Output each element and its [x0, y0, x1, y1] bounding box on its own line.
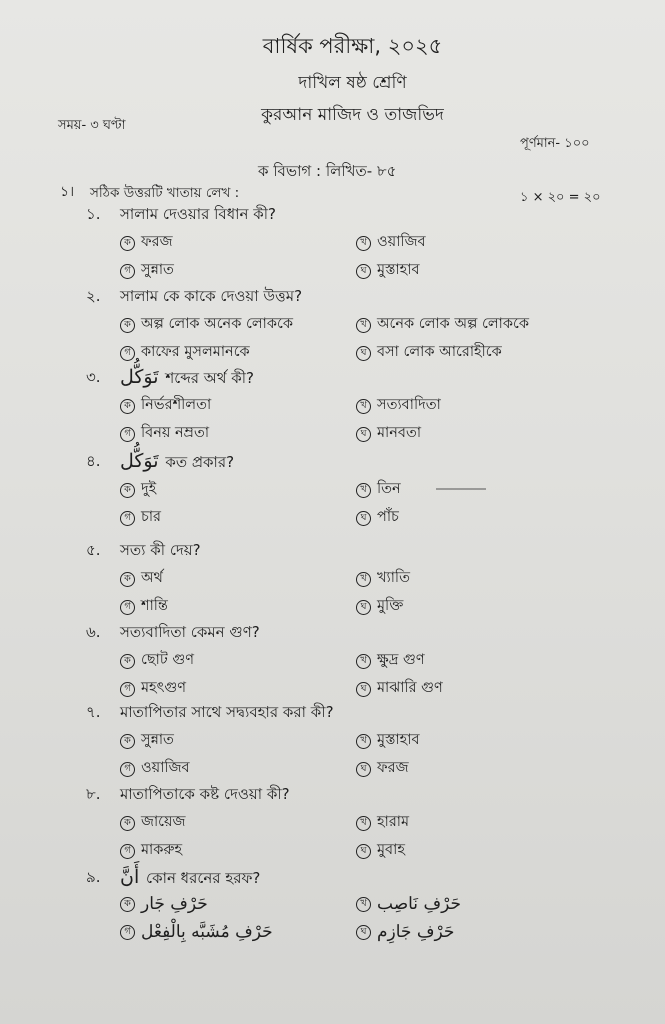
answer-option [120, 422, 209, 446]
question-number: ৫. [86, 541, 101, 559]
class-name: দাখিল ষষ্ঠ শ্রেণি [298, 73, 407, 93]
option-text: মাকরুহ [141, 842, 183, 858]
question-text: মাতাপিতাকে কষ্ট দেওয়া কী? [120, 785, 290, 803]
option-label-circle: ক [120, 572, 135, 587]
question [0, 450, 665, 534]
question [0, 783, 665, 867]
answer-option [356, 394, 441, 418]
answer-option [120, 595, 168, 619]
question [0, 866, 665, 950]
answer-option [356, 478, 401, 502]
option-text: বিনয় নম্রতা [141, 425, 210, 441]
option-text: সুন্নাত [141, 732, 174, 748]
option-label-circle: ঘ [356, 762, 371, 777]
option-label-circle: ঘ [356, 844, 371, 859]
question-text-line [120, 783, 290, 808]
answer-option [120, 677, 186, 701]
question-text-line [120, 366, 254, 392]
question-text: সালাম দেওয়ার বিধান কী? [120, 205, 276, 223]
option-label-circle: গ [120, 600, 135, 615]
option-text: সুন্নাত [141, 262, 174, 278]
answer-option [120, 894, 208, 914]
option-text: অর্থ [141, 570, 163, 586]
option-text: মুক্তি [377, 598, 404, 614]
option-label-circle: গ [120, 762, 135, 777]
option-label-circle: খ [356, 654, 371, 669]
option-label-circle: ক [120, 399, 135, 414]
question-number: ৬. [86, 623, 101, 641]
answer-option [120, 811, 186, 835]
option-text: মুস্তাহাব [377, 732, 420, 748]
option-label-circle: ক [120, 236, 135, 251]
answer-option [356, 231, 426, 255]
answer-option [356, 757, 409, 781]
option-text: حَرْفِ نَاصِب [377, 894, 461, 914]
option-label-circle: ক [120, 483, 135, 498]
answer-option [356, 506, 399, 530]
answer-option [120, 567, 163, 591]
section-heading: ক বিভাগ : লিখিত- ৮৫ [258, 162, 397, 180]
option-text: ফরজ [377, 760, 409, 776]
option-label-circle: গ [120, 346, 135, 361]
instruction-number: ১। [60, 184, 75, 200]
option-label-circle: ক [120, 654, 135, 669]
option-label-circle: খ [356, 483, 371, 498]
option-text: তিন [377, 481, 401, 497]
answer-option [356, 894, 461, 914]
question-text-line [120, 621, 260, 646]
option-text: حَرْفِ جَازِم [377, 922, 455, 942]
option-label-circle: খ [356, 734, 371, 749]
answer-option [356, 811, 409, 835]
option-text: সত্যবাদিতা [377, 397, 441, 413]
question [0, 366, 665, 450]
option-label-circle: গ [120, 427, 135, 442]
question-text: সত্য কী দেয়? [120, 541, 201, 559]
option-text: ওয়াজিব [377, 234, 426, 250]
option-label-circle: ক [120, 318, 135, 333]
answer-option [356, 341, 502, 365]
question-text: কত প্রকার? [165, 453, 235, 471]
option-text: চার [141, 509, 162, 525]
option-text: খ্যাতি [377, 570, 410, 586]
answer-option [356, 313, 529, 337]
answer-option [120, 649, 194, 673]
option-text: মানবতা [377, 425, 422, 441]
answer-option [356, 595, 403, 619]
answer-option [356, 649, 425, 673]
question-text-line [120, 539, 201, 564]
instruction-marks: ১ × ২০ = ২০ [520, 190, 601, 205]
option-label-circle: গ [120, 511, 135, 526]
question [0, 539, 665, 623]
answer-option [120, 839, 182, 863]
question-number: ৩. [86, 368, 101, 386]
question-arabic-word: تَوَكُّل [120, 366, 159, 388]
answer-option [120, 506, 161, 530]
option-label-circle: ঘ [356, 682, 371, 697]
option-text: দুই [141, 481, 157, 497]
question-text-line [120, 701, 334, 726]
option-text: অনেক লোক অল্প লোককে [377, 316, 529, 332]
question-number: ৪. [86, 452, 101, 470]
full-marks: পূর্ণমান- ১০০ [520, 136, 590, 151]
question-text-line [120, 203, 276, 228]
answer-option [120, 757, 190, 781]
subject-name: কুরআন মাজিদ ও তাজভিদ [261, 105, 444, 125]
answer-option [356, 922, 454, 942]
exam-time: সময়- ৩ ঘণ্টা [58, 118, 126, 133]
option-text: কাফের মুসলমানকে [141, 344, 250, 360]
question-text: সত্যবাদিতা কেমন গুণ? [120, 623, 260, 641]
answer-option [120, 478, 156, 502]
option-label-circle: গ [120, 264, 135, 279]
option-text: ওয়াজিব [141, 760, 190, 776]
answer-option [356, 259, 420, 283]
option-text: জায়েজ [141, 814, 186, 830]
option-text: ফরজ [141, 234, 173, 250]
option-text: শান্তি [141, 598, 168, 614]
instruction-text: সঠিক উত্তরটি খাতায় লেখ : [90, 185, 240, 201]
option-label-circle: ঘ [356, 511, 371, 526]
question-number: ৮. [86, 785, 101, 803]
question-number: ৯. [86, 868, 101, 886]
question-text-line [120, 450, 234, 476]
option-label-circle: ঘ [356, 925, 371, 940]
option-text: অল্প লোক অনেক লোককে [141, 316, 293, 332]
option-label-circle: খ [356, 318, 371, 333]
question [0, 621, 665, 705]
question-text-line [120, 866, 260, 892]
option-text: হারাম [377, 814, 410, 830]
option-text: ছোট গুণ [141, 652, 195, 668]
option-text: নির্ভরশীলতা [141, 397, 212, 413]
question-number: ২. [86, 287, 101, 305]
answer-option [356, 839, 405, 863]
question-text: মাতাপিতার সাথে সদ্ব্যবহার করা কী? [120, 703, 334, 721]
answer-option [356, 729, 420, 753]
option-label-circle: ঘ [356, 346, 371, 361]
option-label-circle: গ [120, 925, 135, 940]
answer-option [356, 567, 410, 591]
option-text: حَرْفِ جَار [141, 894, 208, 914]
question-arabic-word: تَوَكُّل [120, 450, 159, 472]
answer-option [120, 259, 174, 283]
option-label-circle: ক [120, 816, 135, 831]
option-text: মাঝারি গুণ [377, 680, 443, 696]
answer-option [120, 394, 211, 418]
question-arabic-word: أَنَّ [120, 866, 140, 888]
question [0, 203, 665, 287]
option-text: মহৎগুণ [141, 680, 187, 696]
answer-option [120, 729, 174, 753]
option-label-circle: খ [356, 399, 371, 414]
question-text: সালাম কে কাকে দেওয়া উত্তম? [120, 287, 303, 305]
option-text: মুবাহ [377, 842, 405, 858]
answer-option [356, 677, 443, 701]
answer-option [120, 341, 250, 365]
question-number: ৭. [86, 703, 101, 721]
option-label-circle: ঘ [356, 427, 371, 442]
option-label-circle: খ [356, 816, 371, 831]
option-label-circle: খ [356, 236, 371, 251]
option-label-circle: ঘ [356, 600, 371, 615]
question-number: ১. [86, 205, 101, 223]
answer-option [120, 231, 173, 255]
question [0, 701, 665, 785]
option-label-circle: খ [356, 572, 371, 587]
option-text: حَرْفِ مُشَبَّه بِالْفِعْل [141, 922, 273, 942]
answer-option [120, 313, 293, 337]
option-label-circle: ঘ [356, 264, 371, 279]
question-text-line [120, 285, 302, 310]
exam-title: বার্ষিক পরীক্ষা, ২০২৫ [262, 34, 443, 58]
option-text: বসা লোক আরোহীকে [377, 344, 502, 360]
option-label-circle: গ [120, 682, 135, 697]
option-label-circle: ক [120, 897, 135, 912]
option-label-circle: ক [120, 734, 135, 749]
option-label-circle: খ [356, 897, 371, 912]
question-text: শব্দের অর্থ কী? [165, 369, 255, 387]
option-text: ক্ষুদ্র গুণ [377, 652, 425, 668]
question-text: কোন ধরনের হরফ? [146, 869, 261, 887]
option-label-circle: গ [120, 844, 135, 859]
question [0, 285, 665, 369]
option-text: মুস্তাহাব [377, 262, 420, 278]
answer-option [356, 422, 421, 446]
answer-option [120, 922, 273, 942]
option-text: পাঁচ [377, 509, 399, 525]
